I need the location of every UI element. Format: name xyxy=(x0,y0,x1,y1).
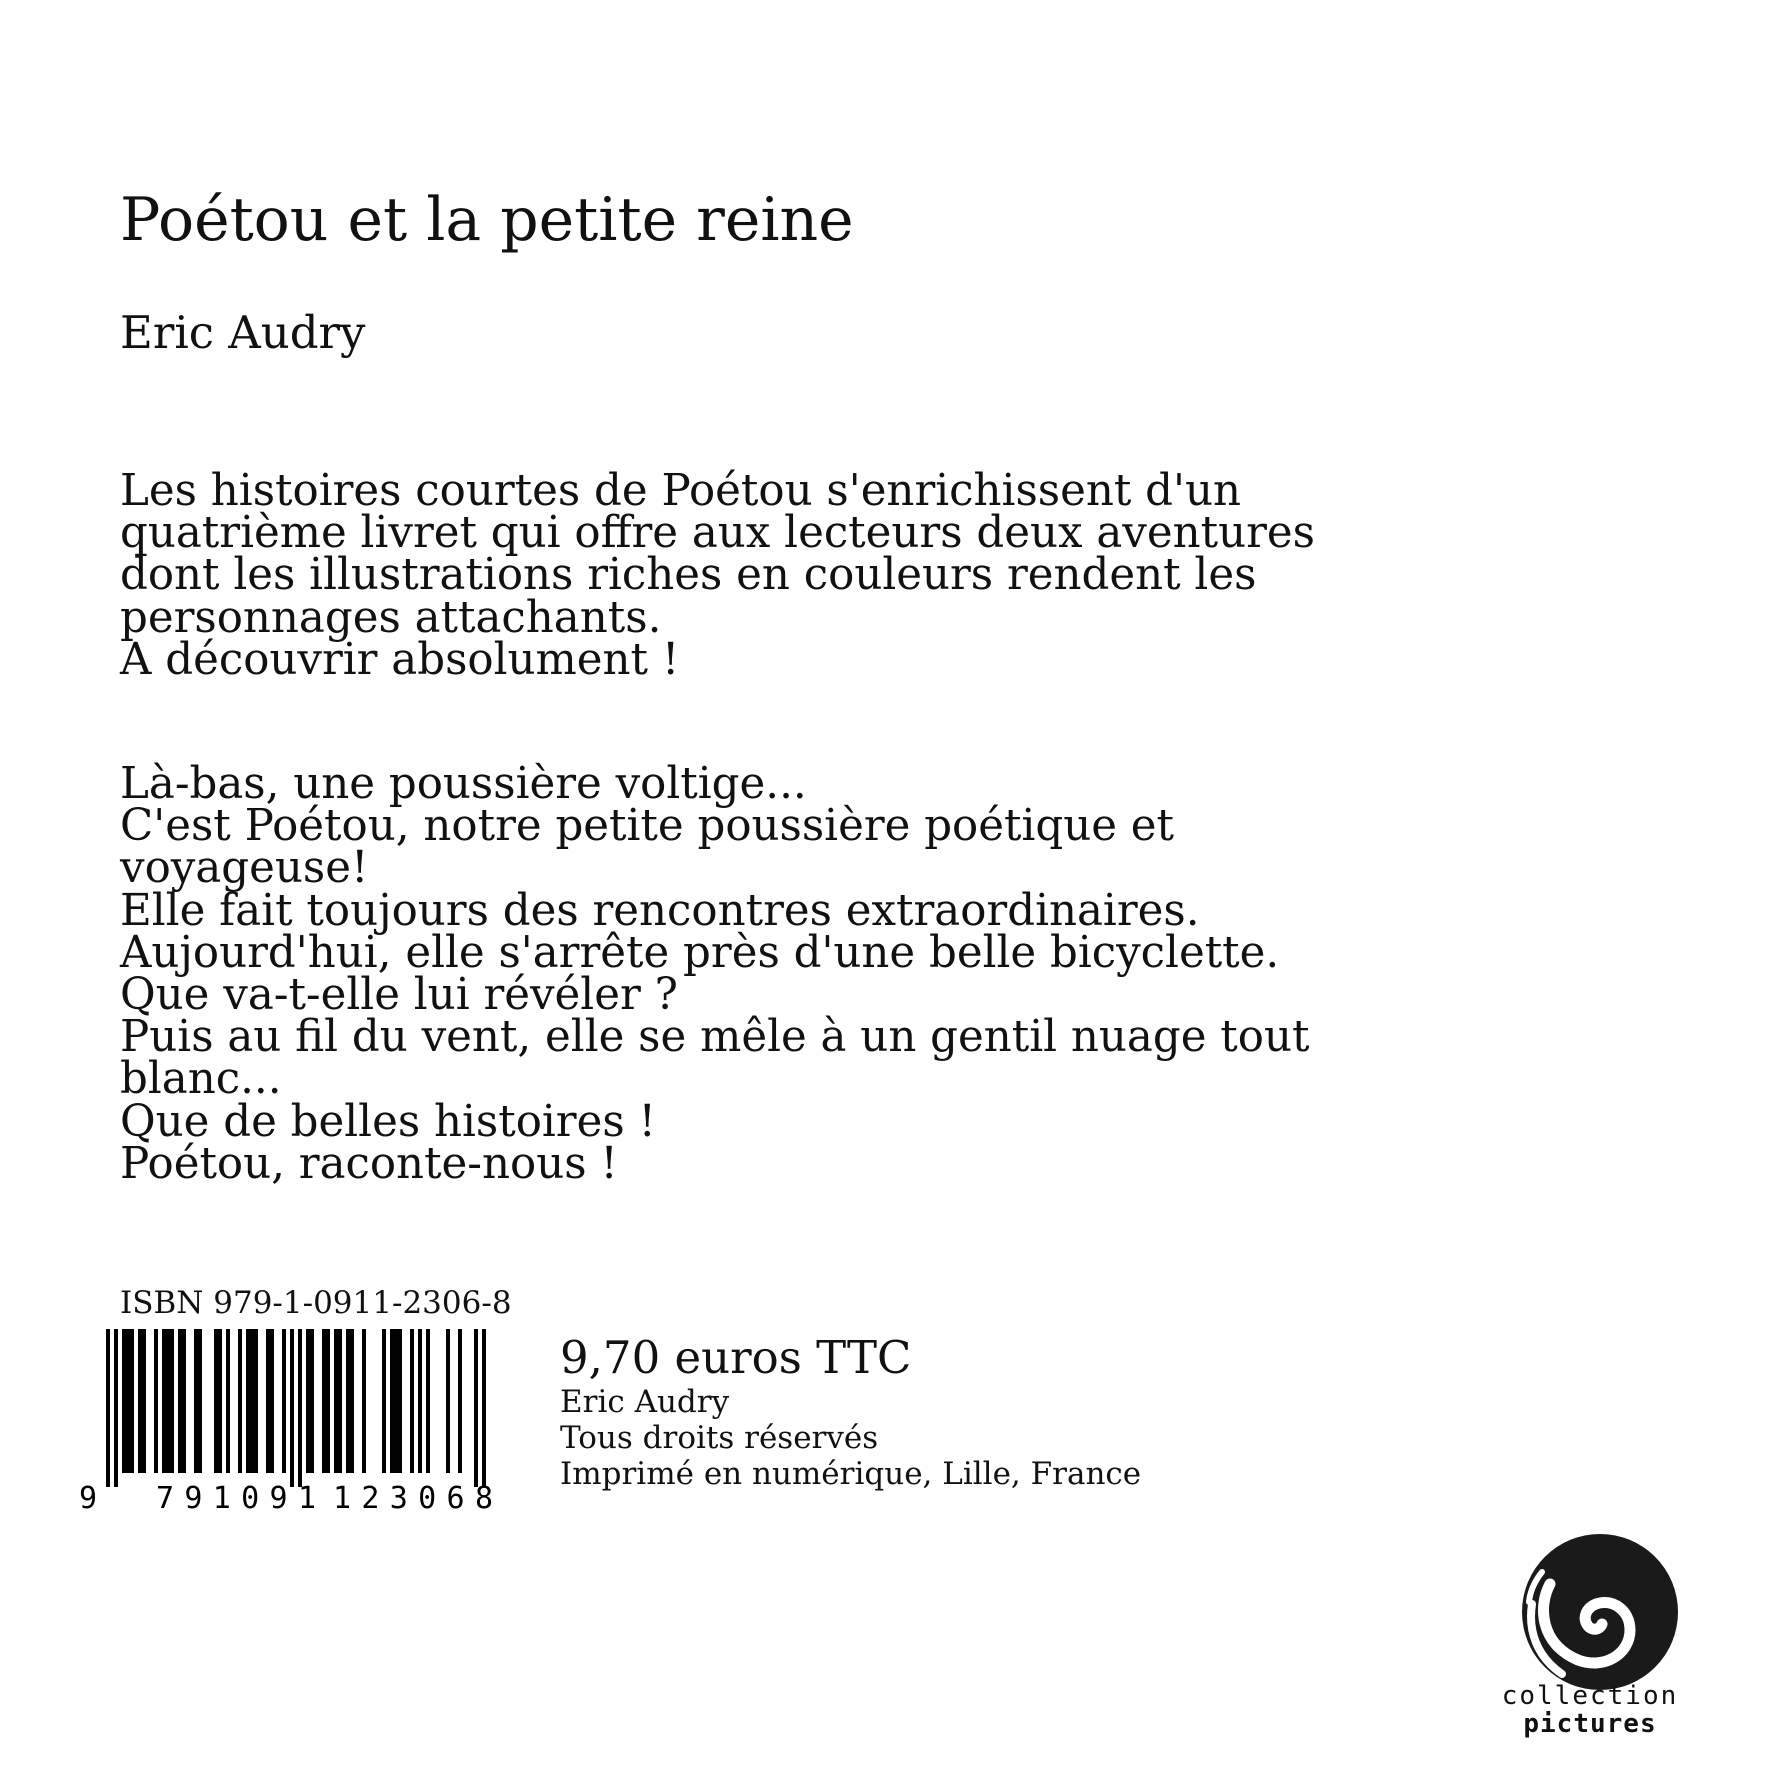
story-line: Que de belles histoires ! xyxy=(120,1096,656,1147)
barcode-bar xyxy=(426,1329,430,1473)
blurb-line: A découvrir absolument ! xyxy=(120,634,680,685)
barcode-bar xyxy=(226,1329,230,1473)
barcode-bar xyxy=(138,1329,142,1473)
story-line: Poétou, raconte-nous ! xyxy=(120,1138,618,1189)
barcode-bar xyxy=(390,1329,394,1473)
barcode-bar xyxy=(334,1329,338,1473)
barcode-bar xyxy=(114,1329,118,1487)
barcode-bar xyxy=(350,1329,354,1473)
barcode-first-digit: 9 xyxy=(78,1481,98,1515)
barcode-bar xyxy=(282,1329,286,1473)
story-line: Aujourd'hui, elle s'arrête près d'une belle bicyclette. xyxy=(120,927,1280,978)
blurb-line: dont les illustrations riches en couleurs rendent les xyxy=(120,550,1257,601)
barcode-bar xyxy=(326,1329,330,1473)
barcode-right-digits: 123068 xyxy=(333,1481,493,1515)
book-title: Poétou et la petite reine xyxy=(120,185,854,255)
barcode-bar xyxy=(246,1329,250,1473)
story-paragraph xyxy=(120,759,1310,1189)
collection-logo-text xyxy=(1490,1682,1690,1738)
story-line: Elle fait toujours des rencontres extraordinaires. xyxy=(120,885,1200,936)
barcode-bar xyxy=(106,1329,110,1487)
imprint-rights: Tous droits réservés xyxy=(560,1420,879,1456)
collection-label: collection xyxy=(1501,1681,1679,1711)
barcode-bar xyxy=(482,1329,486,1487)
story-line: Puis au fil du vent, elle se mêle à un gentil nuage tout xyxy=(120,1012,1310,1063)
collection-name: pictures xyxy=(1523,1709,1657,1739)
blurb-line: Les histoires courtes de Poétou s'enrichissent d'un xyxy=(120,466,1241,516)
barcode-bar xyxy=(458,1329,462,1473)
barcode-bar xyxy=(418,1329,422,1473)
barcode-bar xyxy=(154,1329,158,1473)
barcode-bar xyxy=(178,1329,182,1473)
barcode-bar xyxy=(306,1329,310,1473)
barcode-bar xyxy=(198,1329,202,1473)
barcode-bar xyxy=(250,1329,254,1473)
barcode-bar xyxy=(474,1329,478,1487)
barcode-bar xyxy=(170,1329,174,1473)
spiral-logo-icon xyxy=(1520,1532,1680,1692)
barcode-bar xyxy=(298,1329,302,1487)
barcode-bar xyxy=(130,1329,134,1473)
barcode-bar xyxy=(410,1329,414,1473)
barcode-bar xyxy=(126,1329,130,1473)
imprint-author: Eric Audry xyxy=(560,1384,730,1420)
barcode xyxy=(72,1325,504,1515)
barcode-bar xyxy=(310,1329,314,1473)
barcode-bar xyxy=(122,1329,126,1473)
barcode-bar xyxy=(214,1329,218,1473)
blurb-line: quatrième livret qui offre aux lecteurs deux aventures xyxy=(120,508,1315,559)
barcode-bar xyxy=(398,1329,402,1473)
blurb-paragraph xyxy=(120,466,1315,685)
story-line: Que va-t-elle lui révéler ? xyxy=(120,970,678,1021)
isbn-label: ISBN 979-1-0911-2306-8 xyxy=(120,1285,512,1321)
price: 9,70 euros TTC xyxy=(560,1331,912,1384)
story-line: voyageuse! xyxy=(120,843,369,894)
barcode-bar xyxy=(270,1329,274,1473)
barcode-bar xyxy=(162,1329,166,1473)
barcode-bar xyxy=(238,1329,242,1473)
barcode-bar xyxy=(290,1329,294,1487)
barcode-bar xyxy=(166,1329,170,1473)
story-line: Là-bas, une poussière voltige... xyxy=(120,759,807,809)
barcode-bar xyxy=(142,1329,146,1473)
barcode-bar xyxy=(382,1329,386,1473)
blurb-line: personnages attachants. xyxy=(120,592,662,643)
story-line: C'est Poétou, notre petite poussière poétique et xyxy=(120,801,1175,852)
imprint-printing: Imprimé en numérique, Lille, France xyxy=(560,1456,1142,1492)
story-line: blanc... xyxy=(120,1054,282,1105)
barcode-bar xyxy=(338,1329,342,1473)
barcode-bar xyxy=(394,1329,398,1473)
barcode-bar xyxy=(362,1329,366,1473)
imprint-info xyxy=(560,1384,1141,1492)
barcode-bar xyxy=(446,1329,450,1473)
barcode-bar xyxy=(218,1329,222,1473)
book-author: Eric Audry xyxy=(120,306,366,359)
barcode-bar xyxy=(346,1329,350,1473)
barcode-bar xyxy=(254,1329,258,1473)
barcode-bar xyxy=(182,1329,186,1473)
barcode-bar xyxy=(194,1329,198,1473)
barcode-bar xyxy=(322,1329,326,1473)
barcode-left-digits: 791091 xyxy=(156,1481,316,1515)
barcode-bar xyxy=(266,1329,270,1473)
